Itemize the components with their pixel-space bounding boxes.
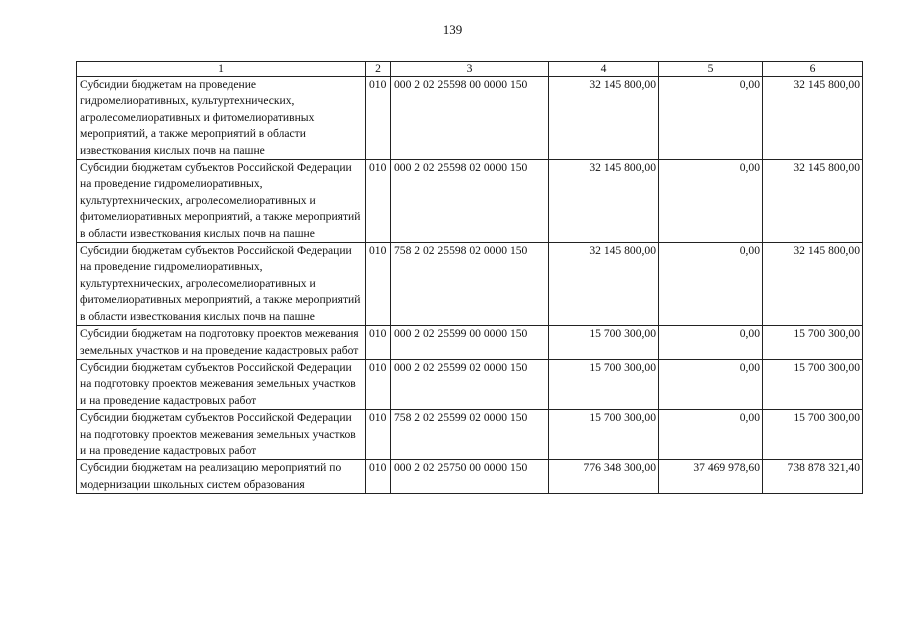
row-classification-cell: 000 2 02 25598 02 0000 150 [391,160,549,243]
row-name-cell: Субсидии бюджетам субъектов Российской Федерации на подготовку проектов межевания земельных участков и на проведение кадастровых работ [77,410,366,460]
column-header: 2 [366,62,391,77]
row-classification-cell: 758 2 02 25599 02 0000 150 [391,410,549,460]
row-executed-cell: 0,00 [659,77,763,160]
row-code-cell: 010 [366,410,391,460]
column-header: 1 [77,62,366,77]
row-classification-cell: 000 2 02 25599 00 0000 150 [391,326,549,360]
row-classification-cell: 000 2 02 25598 00 0000 150 [391,77,549,160]
row-code-cell: 010 [366,243,391,326]
row-executed-cell: 0,00 [659,410,763,460]
row-code-cell: 010 [366,77,391,160]
row-remaining-cell: 32 145 800,00 [763,77,863,160]
row-executed-cell: 37 469 978,60 [659,460,763,494]
column-header: 6 [763,62,863,77]
column-header: 4 [549,62,659,77]
row-classification-cell: 000 2 02 25599 02 0000 150 [391,359,549,409]
table-row [77,77,863,160]
row-remaining-cell: 32 145 800,00 [763,160,863,243]
row-executed-cell: 0,00 [659,359,763,409]
row-code-cell: 010 [366,160,391,243]
row-remaining-cell: 15 700 300,00 [763,326,863,360]
row-remaining-cell: 738 878 321,40 [763,460,863,494]
row-executed-cell: 0,00 [659,243,763,326]
row-name-cell: Субсидии бюджетам субъектов Российской Федерации на проведение гидромелиоративных, культуртехнических, агролесомелиоративных и фитомелиоративных мероприятий, а также мероприятий в области известкования кислых почв на пашне [77,243,366,326]
table-row [77,410,863,460]
row-executed-cell: 0,00 [659,160,763,243]
page-number: 139 [442,22,463,37]
row-amount-cell: 32 145 800,00 [549,243,659,326]
row-amount-cell: 15 700 300,00 [549,410,659,460]
row-remaining-cell: 15 700 300,00 [763,410,863,460]
row-name-cell: Субсидии бюджетам субъектов Российской Федерации на проведение гидромелиоративных, культуртехнических, агролесомелиоративных и фитомелиоративных мероприятий, а также мероприятий в области известкования кислых почв на пашне [77,160,366,243]
row-name-cell: Субсидии бюджетам на реализацию мероприятий по модернизации школьных систем образования [77,460,366,494]
table-row [77,359,863,409]
row-executed-cell: 0,00 [659,326,763,360]
row-classification-cell: 758 2 02 25598 02 0000 150 [391,243,549,326]
budget-table [76,61,863,494]
column-header: 5 [659,62,763,77]
row-code-cell: 010 [366,326,391,360]
row-amount-cell: 32 145 800,00 [549,160,659,243]
row-code-cell: 010 [366,460,391,494]
row-amount-cell: 32 145 800,00 [549,77,659,160]
row-classification-cell: 000 2 02 25750 00 0000 150 [391,460,549,494]
row-amount-cell: 15 700 300,00 [549,326,659,360]
row-remaining-cell: 15 700 300,00 [763,359,863,409]
row-name-cell: Субсидии бюджетам на подготовку проектов межевания земельных участков и на проведение кадастровых работ [77,326,366,360]
table-row [77,460,863,494]
row-name-cell: Субсидии бюджетам субъектов Российской Федерации на подготовку проектов межевания земельных участков и на проведение кадастровых работ [77,359,366,409]
row-name-cell: Субсидии бюджетам на проведение гидромелиоративных, культуртехнических, агролесомелиоративных и фитомелиоративных мероприятий, а также мероприятий в области известкования кислых почв на пашне [77,77,366,160]
row-amount-cell: 776 348 300,00 [549,460,659,494]
table-row [77,326,863,360]
row-remaining-cell: 32 145 800,00 [763,243,863,326]
table-row [77,243,863,326]
column-header: 3 [391,62,549,77]
row-amount-cell: 15 700 300,00 [549,359,659,409]
row-code-cell: 010 [366,359,391,409]
table-header-row [77,62,863,77]
table-row [77,160,863,243]
